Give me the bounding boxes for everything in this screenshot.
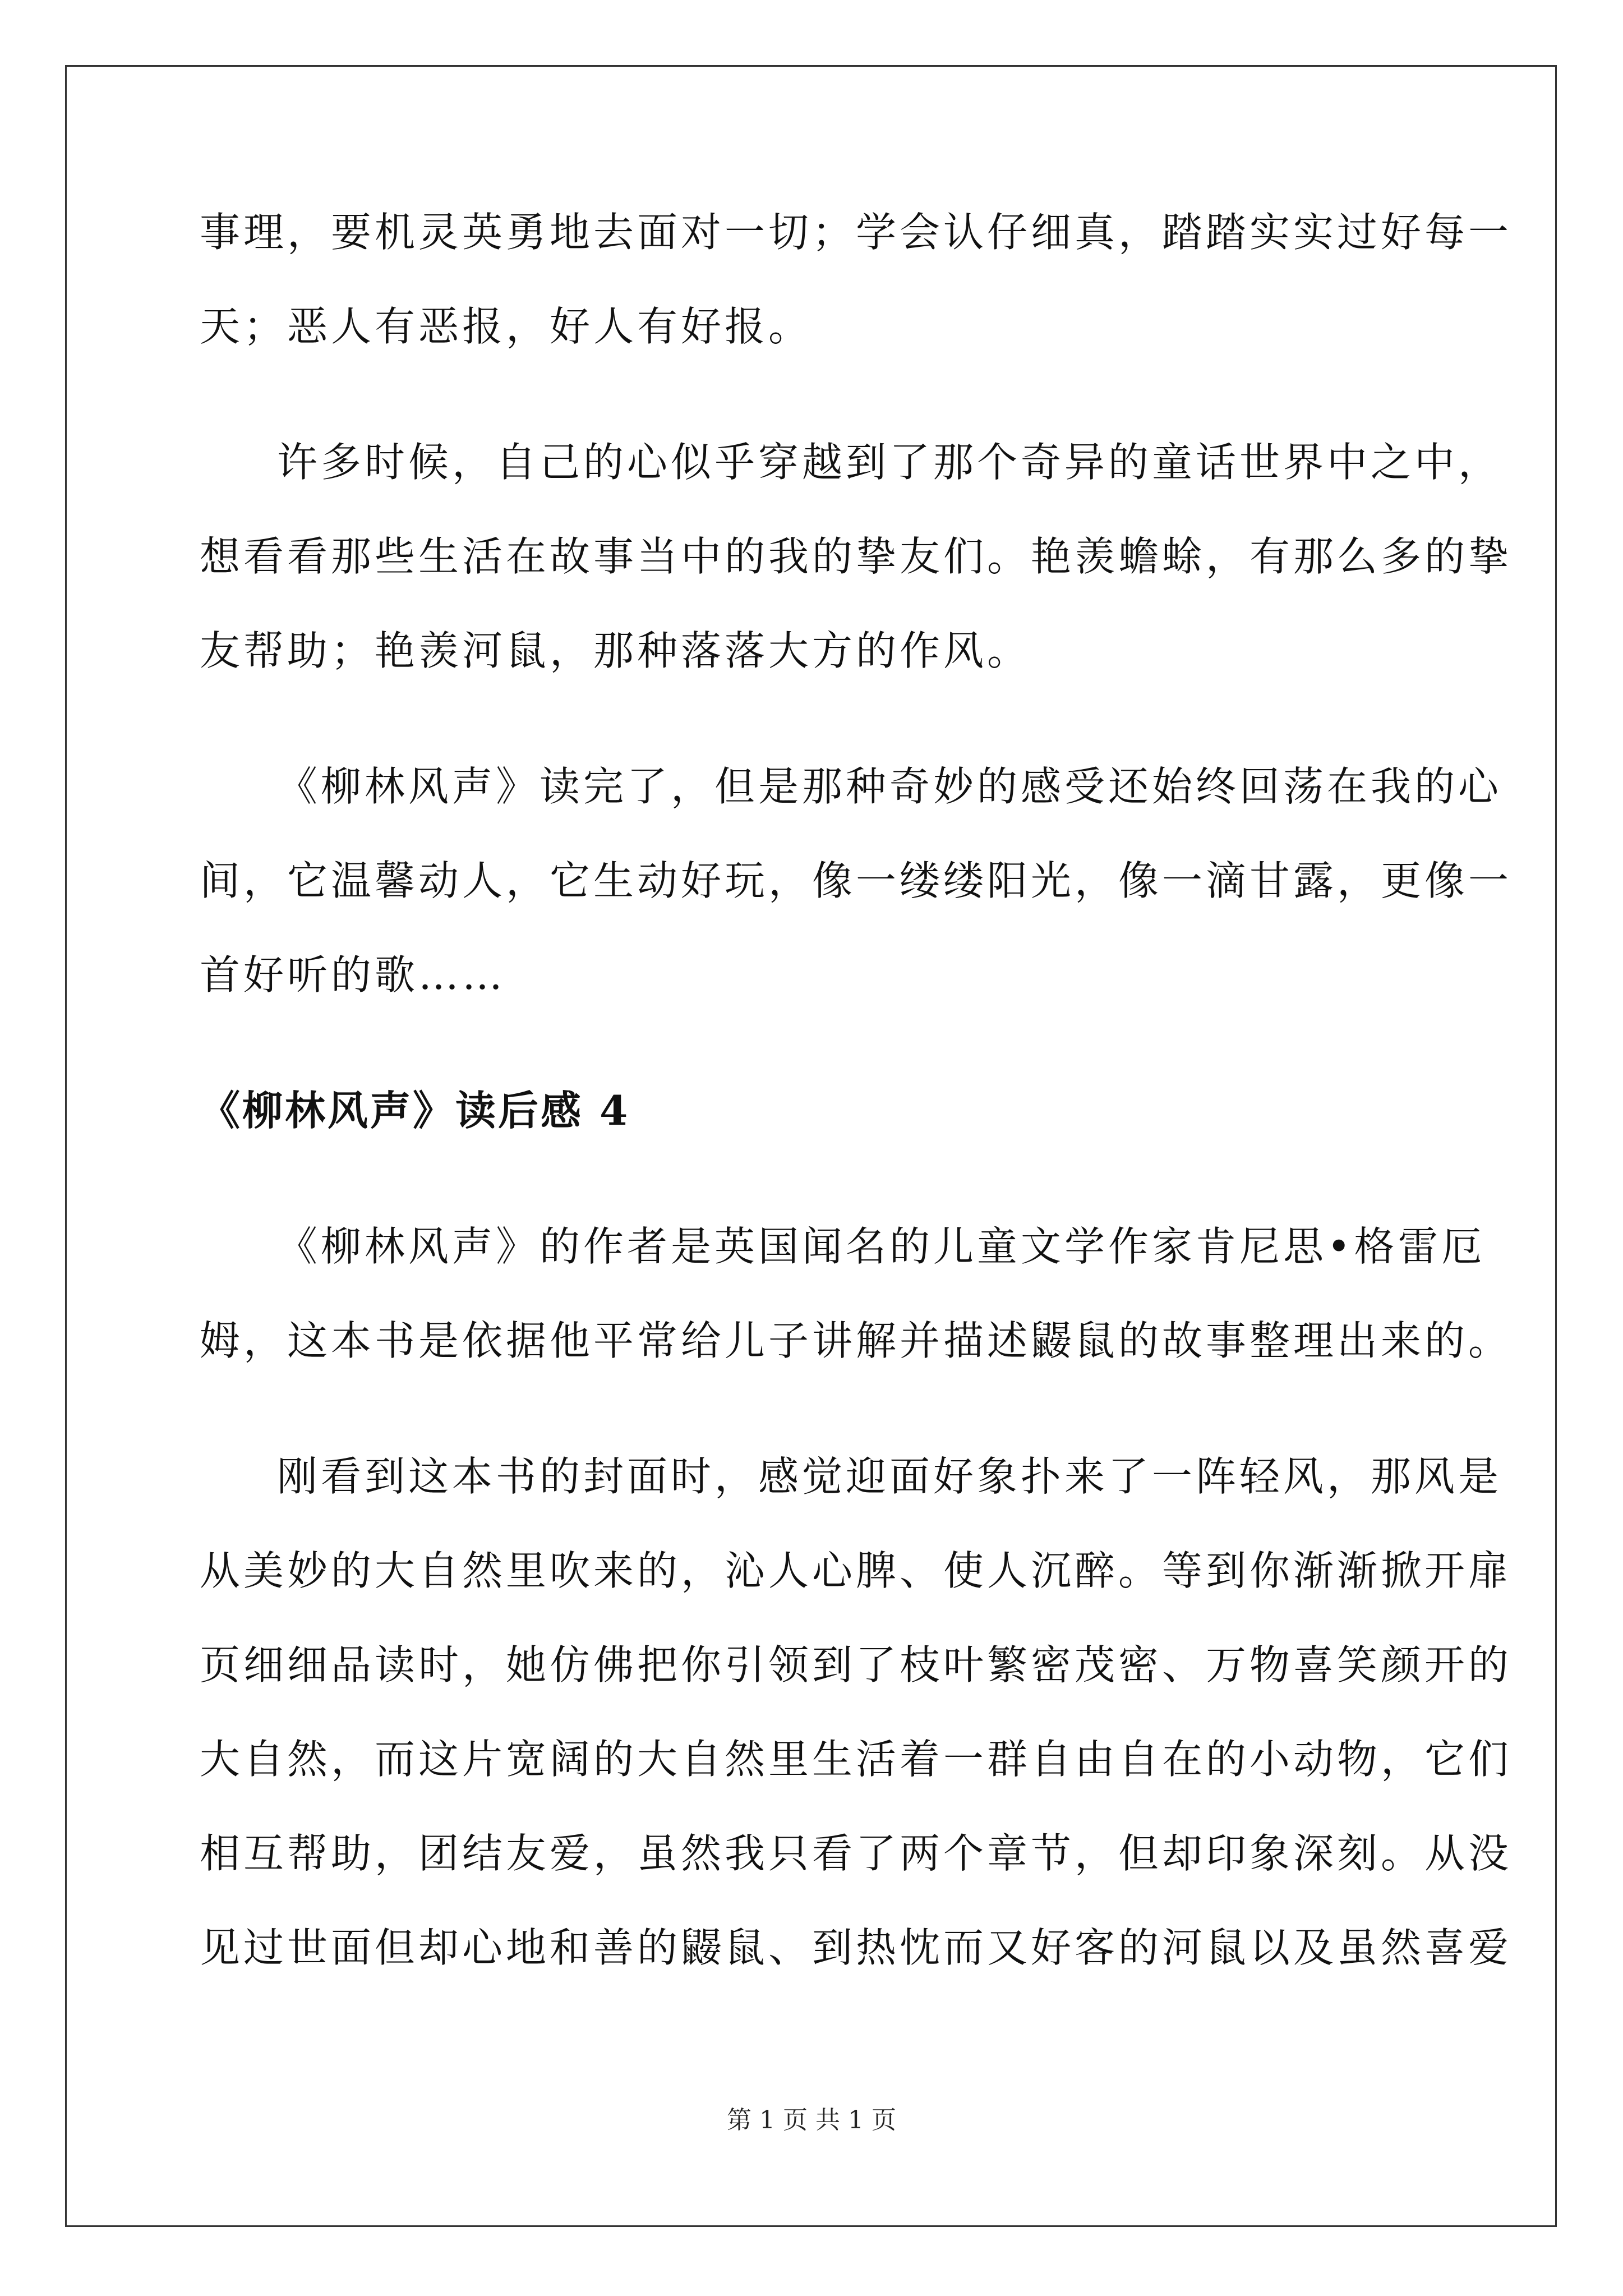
- body-text-line: 友帮助；艳羡河鼠，那种落落大方的作风。: [200, 627, 1031, 674]
- body-text-line: 从美妙的大自然里吹来的，沁人心脾、使人沉醉。等到你渐渐掀开扉: [200, 1547, 1513, 1594]
- body-text-line: 事理，要机灵英勇地去面对一切；学会认仔细真，踏踏实实过好每一: [200, 209, 1513, 256]
- paragraph-first-line: 许多时候，自己的心似乎穿越到了那个奇异的童话世界中之中，: [277, 439, 1502, 486]
- paragraph-first-line: 《柳林风声》读完了，但是那种奇妙的感受还始终回荡在我的心: [277, 763, 1502, 810]
- body-text-line: 见过世面但却心地和善的鼹鼠、到热忱而又好客的河鼠以及虽然喜爱: [200, 1924, 1513, 1971]
- body-text-line: 天；恶人有恶报，好人有好报。: [200, 303, 813, 350]
- page-footer: 第 1 页 共 1 页: [727, 2106, 896, 2134]
- body-text-line: 页细细品读时，她仿佛把你引领到了枝叶繁密茂密、万物喜笑颜开的: [200, 1641, 1513, 1688]
- body-text-line: 首好听的歌……: [200, 951, 506, 999]
- body-text-line: 姆，这本书是依据他平常给儿子讲解并描述鼹鼠的故事整理出来的。: [200, 1317, 1513, 1364]
- page-border: [65, 65, 1557, 2227]
- body-text-line: 间，它温馨动人，它生动好玩，像一缕缕阳光，像一滴甘露，更像一: [200, 857, 1513, 904]
- body-text-line: 大自然，而这片宽阔的大自然里生活着一群自由自在的小动物，它们: [200, 1736, 1513, 1783]
- paragraph-first-line: 刚看到这本书的封面时，感觉迎面好象扑来了一阵轻风，那风是: [277, 1453, 1502, 1500]
- section-heading: 《柳林风声》读后感 4: [200, 1087, 630, 1134]
- body-text-line: 相互帮助，团结友爱，虽然我只看了两个章节，但却印象深刻。从没: [200, 1830, 1513, 1877]
- body-text-line: 想看看那些生活在故事当中的我的挚友们。艳羡蟾蜍，有那么多的挚: [200, 533, 1513, 580]
- paragraph-first-line: 《柳林风声》的作者是英国闻名的儿童文学作家肯尼思•格雷厄: [277, 1223, 1486, 1270]
